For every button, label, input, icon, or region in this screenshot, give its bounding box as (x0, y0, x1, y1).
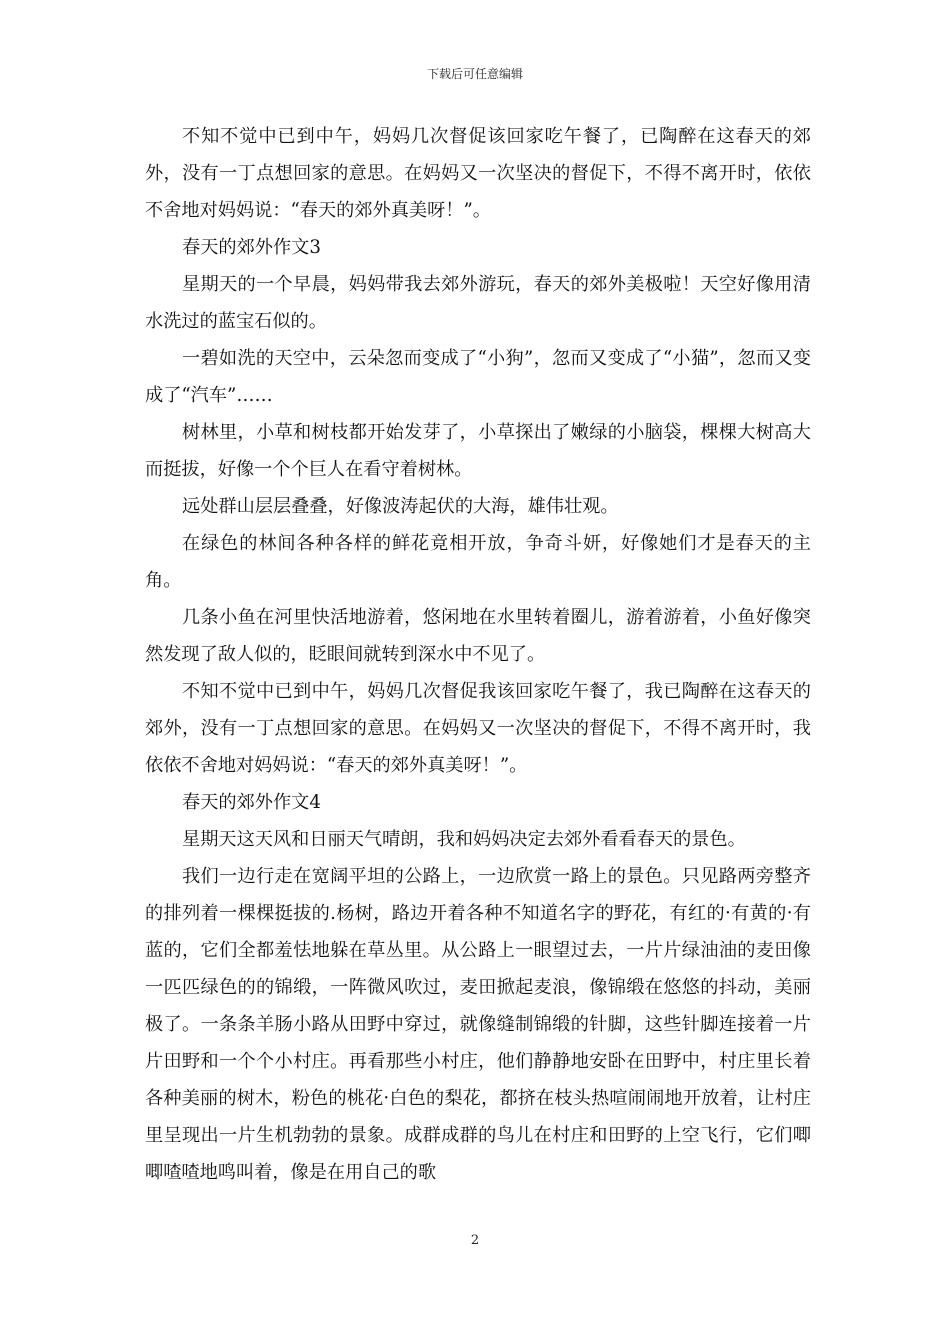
section-heading: 春天的郊外作文3 (182, 237, 321, 258)
paragraph: 几条小鱼在河里快活地游着，悠闲地在水里转着圈儿，游着游着，小鱼好像突然发现了敌人似的，眨眼间就转到深水中不见了。 (145, 607, 811, 665)
paragraph: 不知不觉中已到中午，妈妈几次督促我该回家吃午餐了，我已陶醉在这春天的郊外，没有一丁点想回家的意思。在妈妈又一次坚决的督促下，不得不离开时，我依依不舍地对妈妈说：“春天的郊外真美呀！”。 (145, 681, 811, 776)
paragraph: 远处群山层层叠叠，好像波涛起伏的大海，雄伟壮观。 (182, 496, 619, 517)
paragraph: 树林里，小草和树枝都开始发芽了，小草探出了嫩绿的小脑袋，棵棵大树高大而挺拔，好像一个个巨人在看守着树林。 (145, 422, 811, 480)
paragraph: 我们一边行走在宽阔平坦的公路上，一边欣赏一路上的景色。只见路两旁整齐的排列着一棵棵挺拔的.杨树，路边开着各种不知道名字的野花，有红的·有黄的·有蓝的，它们全都羞怯地躲在草丛里。从公路上一眼望过去，一片片绿油油的麦田像一匹匹绿色的的锦缎，一阵微风吹过，麦田掀起麦浪，像锦缎在悠悠的抖动，美丽极了。一条条羊肠小路从田野中穿过，就像缝制锦缎的针脚，这些针脚连接着一片片田野和一个个小村庄。再看那些小村庄，他们静静地安卧在田野中，村庄里长着各种美丽的树木，粉色的桃花·白色的梨花，都挤在枝头热喧闹闹地开放着，让村庄里呈现出一片生机勃勃的景象。成群成群的鸟儿在村庄和田野的上空飞行，它们唧唧喳喳地鸣叫着，像是在用自己的歌 (145, 866, 811, 1183)
section-heading: 春天的郊外作文4 (182, 792, 321, 813)
paragraph: 不知不觉中已到中午，妈妈几次督促该回家吃午餐了，已陶醉在这春天的郊外，没有一丁点想回家的意思。在妈妈又一次坚决的督促下，不得不离开时，依依不舍地对妈妈说：“春天的郊外真美呀！”。 (145, 126, 811, 221)
document-body (145, 118, 811, 1191)
page-number: 2 (470, 1233, 480, 1248)
paragraph: 在绿色的林间各种各样的鲜花竟相开放，争奇斗妍，好像她们才是春天的主角。 (145, 533, 811, 591)
paragraph: 一碧如洗的天空中，云朵忽而变成了“小狗”，忽而又变成了“小猫”，忽而又变成了“汽车”…… (145, 348, 811, 406)
paragraph: 星期天的一个早晨，妈妈带我去郊外游玩，春天的郊外美极啦！天空好像用清水洗过的蓝宝石似的。 (145, 274, 811, 332)
page-header: 下载后可任意编辑 (426, 67, 523, 81)
paragraph: 星期天这天风和日丽天气晴朗，我和妈妈决定去郊外看看春天的景色。 (182, 829, 746, 850)
